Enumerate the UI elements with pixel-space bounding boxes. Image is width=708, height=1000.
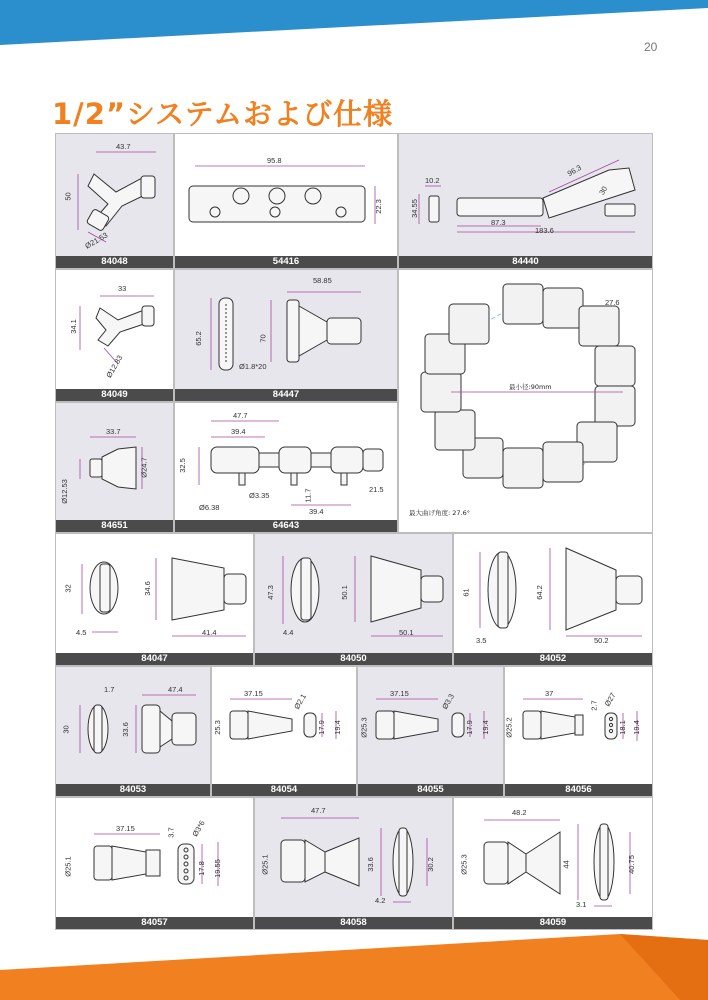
dim: 27.6 (605, 298, 620, 307)
multi-hole-nozzle-drawing (505, 667, 653, 797)
manifold-drawing (175, 134, 398, 269)
dim: 10.2 (425, 176, 440, 185)
segmented-manifold-drawing (175, 403, 398, 533)
dim: 47.7 (233, 411, 248, 420)
dim: 40.75 (626, 855, 636, 874)
dim: 19.4 (480, 720, 490, 735)
dim: 33.7 (106, 427, 121, 436)
dim: 50.2 (594, 636, 609, 645)
part-cell-84053 (55, 666, 211, 797)
dim: Ø3.3 (440, 692, 457, 711)
dim: Ø3*6 (190, 818, 207, 839)
dim: 61 (461, 588, 471, 597)
part-cell-chain (398, 269, 653, 533)
part-label: 84056 (505, 784, 652, 796)
part-cell-84058 (254, 797, 453, 930)
dim: 19.4 (631, 720, 641, 735)
part-label: 84651 (56, 520, 173, 532)
dim: Ø25.3 (359, 717, 369, 738)
multi-hole-nozzle-drawing (56, 798, 254, 930)
dim: Ø12.53 (59, 479, 69, 504)
dim: 41.4 (202, 628, 217, 637)
bottom-orange-band (0, 934, 708, 1000)
part-cell-84047 (55, 533, 254, 666)
dim: 30.2 (425, 857, 435, 872)
dim: Ø12.83 (104, 353, 125, 380)
small-y-connector-drawing (56, 270, 174, 402)
part-cell-84049 (55, 269, 174, 402)
brush-nozzle-drawing (175, 270, 398, 402)
part-label: 64643 (175, 520, 397, 532)
dim: Ø25.1 (260, 854, 270, 875)
max-bend-note: 最大曲げ角度: 27.6° (409, 509, 470, 517)
dim: 37.15 (244, 689, 263, 698)
part-label: 84447 (175, 389, 397, 401)
dim: 47.7 (311, 806, 326, 815)
page-title: 1/2”システムおよび仕様 (52, 97, 394, 131)
top-blue-band (0, 0, 708, 45)
dim: 44 (561, 860, 571, 869)
min-diameter-note: 最小径:90mm (509, 383, 552, 391)
dim: 17.9 (316, 720, 326, 735)
dim: 47.3 (265, 585, 275, 600)
dim: 87.3 (491, 218, 506, 227)
part-label: 84048 (56, 256, 173, 268)
dim: 47.4 (168, 685, 183, 694)
y-connector-drawing (56, 134, 174, 269)
dim: 33 (118, 284, 127, 293)
dim: 65.2 (193, 331, 203, 346)
hose-chain-drawing (399, 270, 653, 533)
dim: 64.2 (534, 585, 544, 600)
part-label: 84058 (255, 917, 452, 929)
dim: 21.5 (369, 485, 384, 494)
dim: Ø6.38 (199, 503, 220, 512)
dim: 22.3 (373, 199, 383, 214)
dim: 34.1 (68, 319, 78, 334)
part-label: 84053 (56, 784, 210, 796)
wide-flat-nozzle-drawing (454, 798, 653, 930)
dim: 96.3 (565, 162, 583, 179)
part-cell-64643 (174, 402, 398, 533)
dim: 70 (258, 334, 268, 343)
page-number: 20 (644, 40, 658, 54)
part-cell-84048 (55, 133, 174, 269)
dim: 18.1 (617, 720, 627, 735)
reducer-drawing (56, 403, 174, 533)
dim: Ø1.8*20 (239, 362, 267, 371)
dim: 39.4 (309, 507, 324, 516)
dim: Ø3.35 (249, 491, 270, 500)
dim: 183.6 (535, 226, 554, 235)
dim: 1.7 (104, 685, 115, 694)
part-cell-84050 (254, 533, 453, 666)
dim: 32.5 (177, 458, 187, 473)
dim: Ø25.3 (459, 854, 469, 875)
part-label: 84055 (358, 784, 503, 796)
part-cell-84651 (55, 402, 174, 533)
dim: 48.2 (512, 808, 527, 817)
dim: 17.9 (464, 720, 474, 735)
dim: 2.7 (589, 700, 599, 711)
dim: 30 (61, 725, 71, 734)
dim: 39.4 (231, 427, 246, 436)
part-cell-54416 (174, 133, 398, 269)
angled-nozzle-drawing (399, 134, 653, 269)
dim: 3.7 (166, 827, 176, 838)
part-label: 84047 (56, 653, 253, 665)
dim: Ø24.7 (139, 457, 149, 478)
flat-nozzle-drawing (56, 534, 254, 666)
part-cell-84059 (453, 797, 653, 930)
dim: 50 (63, 192, 73, 201)
dim: 32 (63, 584, 73, 593)
part-cell-84056 (504, 666, 653, 797)
part-label: 84440 (399, 256, 652, 268)
part-label: 84059 (454, 917, 652, 929)
dim: Ø2.1 (292, 692, 309, 711)
dim: Ø25.1 (63, 856, 73, 877)
dim: 4.2 (375, 896, 386, 905)
dim: 58.85 (313, 276, 332, 285)
part-label: 54416 (175, 256, 397, 268)
dim: 37 (545, 689, 554, 698)
part-label: 84052 (454, 653, 652, 665)
dim: 50.1 (339, 585, 349, 600)
dim: 34.6 (142, 581, 152, 596)
dim: 11.7 (303, 488, 313, 503)
dim: 37.15 (116, 824, 135, 833)
part-label: 84049 (56, 389, 173, 401)
part-label: 84054 (212, 784, 356, 796)
dim: 4.5 (76, 628, 87, 637)
part-cell-84057 (55, 797, 254, 930)
part-label: 84050 (255, 653, 452, 665)
dim: Ø25.2 (504, 717, 514, 738)
dim: 19.55 (212, 859, 222, 878)
dim: Ø21.53 (83, 230, 110, 251)
dim: 3.5 (476, 636, 487, 645)
part-cell-84052 (453, 533, 653, 666)
dim: 19.4 (332, 720, 342, 735)
part-cell-84055 (357, 666, 504, 797)
part-cell-84054 (211, 666, 357, 797)
part-cell-84440 (398, 133, 653, 269)
dim: 50.1 (399, 628, 414, 637)
part-label: 84057 (56, 917, 253, 929)
dim: 37.15 (390, 689, 409, 698)
dim: 33.6 (120, 722, 130, 737)
dim: Ø27 (602, 691, 618, 708)
part-cell-84447 (174, 269, 398, 402)
dim: 3.1 (576, 900, 587, 909)
dim: 17.8 (196, 861, 206, 876)
dim: 95.8 (267, 156, 282, 165)
flat-nozzle-drawing (454, 534, 653, 666)
dim: 43.7 (116, 142, 131, 151)
wide-flat-nozzle-drawing (255, 798, 453, 930)
dim: 33.6 (365, 857, 375, 872)
dim: 4.4 (283, 628, 294, 637)
dim: 25.3 (212, 720, 222, 735)
dim: 30 (597, 184, 610, 197)
flat-nozzle-drawing (255, 534, 453, 666)
slot-nozzle-drawing (56, 667, 211, 797)
dim: 34.55 (409, 199, 419, 218)
